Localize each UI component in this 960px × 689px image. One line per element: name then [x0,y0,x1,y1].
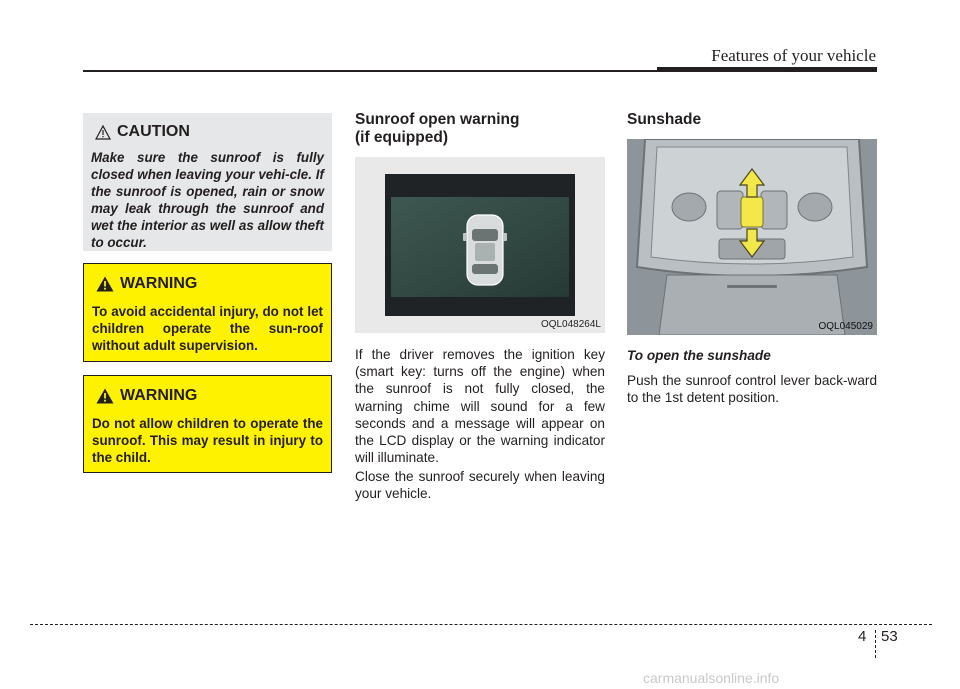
running-header: Features of your vehicle [711,46,876,65]
caution-triangle-icon [95,125,111,140]
chapter-number: 4 [858,628,867,645]
warning-text-1: To avoid accidental injury, do not let children operate the sun-roof without adult supervision. [92,304,323,353]
page-number: 53 [881,628,898,645]
warning-heading-2 [92,385,323,407]
sunroof-warning-paragraph-2: Close the sunroof securely when leaving your vehicle. [355,469,605,502]
warning-box-1 [83,263,332,362]
sunroof-warning-title [355,111,595,147]
watermark: carmanualsonline.info [643,670,780,686]
sunroof-warning-title-line1: Sunroof open warning [355,111,520,128]
sunroof-warning-paragraph-1: If the driver removes the ignition key (smart key: turns off the engine) when the sunroof is not fully closed, the warning chime will sound for a few seconds and a message will appear on the LCD display or the warning indicator will illuminate. [355,347,605,466]
caution-text: Make sure the sunroof is fully closed when leaving your vehi-cle. If the sunroof is opened, rain or snow may leak through the sunroof and wet the interior as well as allow theft to occur. [91,150,324,250]
sunroof-warning-figure [355,157,605,333]
car-top-view-icon [463,215,507,285]
warning-triangle-icon [96,388,114,404]
sunroof-warning-title-line2: (if equipped) [355,129,448,146]
warning-label-1: WARNING [120,275,198,292]
figure-code: OQL048264L [540,319,601,330]
figure-code: OQL045029 [818,321,873,332]
caution-heading [91,121,324,143]
warning-label-2: WARNING [120,387,198,404]
warning-box-2 [83,375,332,473]
sunshade-paragraph: Push the sunroof control lever back-ward to the 1st detent position. [627,373,877,406]
sunshade-title: Sunshade [627,111,702,128]
lcd-sunroof-illustration [355,157,605,333]
footer-separator [875,630,876,658]
warning-triangle-icon [96,276,114,292]
warning-heading-1 [92,273,323,295]
overhead-console-illustration [627,139,877,335]
sunshade-figure [627,139,877,335]
caution-box [83,113,332,251]
header-rule-accent [657,67,877,72]
footer-rule [30,624,932,625]
sunshade-subtitle: To open the sunshade [627,348,771,363]
warning-text-2: Do not allow children to operate the sunroof. This may result in injury to the child. [92,416,323,465]
caution-label: CAUTION [117,123,190,140]
